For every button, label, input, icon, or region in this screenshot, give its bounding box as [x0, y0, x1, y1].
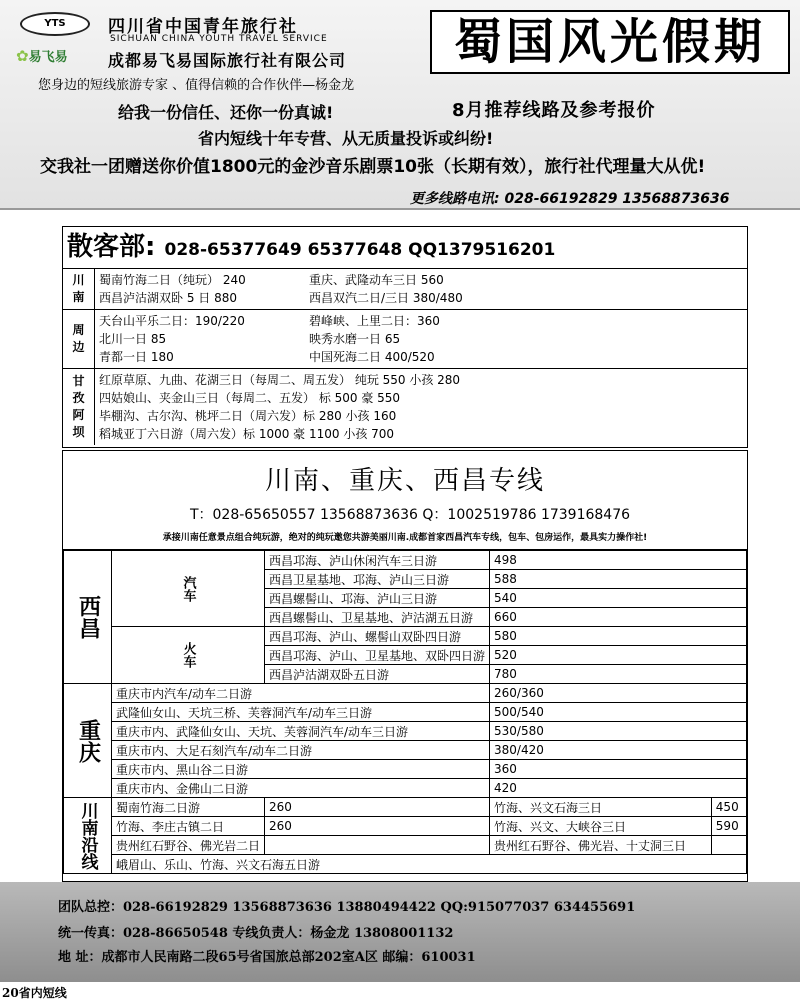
- sanke-line: [99, 389, 743, 407]
- sanke-route: 重庆、武隆动车三日 560: [309, 273, 444, 287]
- slogan-trust: 给我一份信任、还你一份真诚!: [118, 103, 334, 122]
- chuannan-row: [64, 836, 747, 855]
- august-heading: 8月推荐线路及参考报价: [452, 100, 656, 121]
- route-name: 西昌螺髻山、卫星基地、泸沽湖五日游: [265, 608, 490, 627]
- chuannan-row: [64, 798, 747, 817]
- sanke-route: 毕棚沟、古尔沟、桃坪二日（周六发）标 280 小孩 160: [99, 409, 397, 423]
- route-name: 西昌邛海、泸山休闲汽车三日游: [265, 551, 490, 570]
- route-price: 498: [490, 551, 747, 570]
- sanke-line: [99, 330, 743, 348]
- slogan-promotion: 交我社一团赠送你价值1800元的金沙音乐剧票10张（长期有效），旅行社代理量大从优!: [40, 157, 706, 177]
- sanke-line: [99, 289, 743, 307]
- sanke-route: 四姑娘山、夹金山三日（每周二、五发） 标 500 豪 550: [99, 391, 401, 405]
- sanke-group: [63, 310, 747, 369]
- slogan-ten-years: 省内短线十年专营、从无质量投诉或纠纷!: [198, 129, 494, 148]
- chongqing-row: [64, 722, 747, 741]
- sanke-group: [63, 269, 747, 310]
- cyts-logo: YTS: [20, 12, 90, 36]
- more-phones: 更多线路电讯: 028-66192829 13568873636: [410, 191, 730, 207]
- region-char: 坝: [72, 425, 85, 439]
- xichang-row: [64, 627, 747, 646]
- sanke-route: 映秀水磨一日 65: [309, 332, 401, 346]
- route-name: 西昌螺髻山、邛海、泸山三日游: [265, 589, 490, 608]
- region-char: 边: [72, 340, 85, 354]
- route-price: 588: [490, 570, 747, 589]
- sanke-items: [95, 369, 747, 445]
- route-name: 西昌邛海、泸山、螺髻山双卧四日游: [265, 627, 490, 646]
- agency-cn-name: 四川省中国青年旅行社: [108, 17, 298, 37]
- sanke-header: [63, 227, 747, 269]
- route-price: [711, 836, 746, 855]
- route-name: 重庆市内汽车/动车二日游: [112, 684, 490, 703]
- sanke-route: 天台山平乐二日：190/220: [99, 314, 245, 328]
- sanke-route: 西昌双汽二日/三日 380/480: [309, 291, 463, 305]
- route-price: 500/540: [490, 703, 747, 722]
- page-caption: 20省内短线: [2, 986, 67, 1000]
- route-name: 贵州红石野谷、佛光岩二日: [112, 836, 265, 855]
- sanke-line: [99, 425, 743, 443]
- sanke-region: [63, 310, 95, 368]
- route-price: 260/360: [490, 684, 747, 703]
- region-chongqing: 重庆: [64, 684, 112, 798]
- region-char: 周: [72, 323, 85, 337]
- region-xichang: 西昌: [64, 551, 112, 684]
- slogan-expert: 您身边的短线旅游专家 、值得信赖的合作伙伴—杨金龙: [38, 78, 355, 93]
- sanke-items: [95, 269, 747, 309]
- chongqing-row: [64, 703, 747, 722]
- footer-fax: 统一传真：028-86650548 专线负责人：杨金龙 13808001132: [58, 926, 454, 941]
- route-price: 660: [490, 608, 747, 627]
- sanke-region: [63, 369, 95, 445]
- region-char: 阿: [72, 408, 85, 422]
- chuannan-row: [64, 817, 747, 836]
- route-name: 竹海、兴文石海三日: [490, 798, 712, 817]
- route-name: 重庆市内、武隆仙女山、天坑、芙蓉洞汽车/动车三日游: [112, 722, 490, 741]
- route-price: 530/580: [490, 722, 747, 741]
- route-name: 竹海、李庄古镇二日: [112, 817, 265, 836]
- sanke-items: [95, 310, 747, 368]
- yifeiyi-logo: ✿易飞易: [16, 47, 68, 65]
- chongqing-row: [64, 741, 747, 760]
- region-chuannan: 川南沿线: [64, 798, 112, 874]
- route-price: 420: [490, 779, 747, 798]
- sanke-route: 西昌泸沽湖双卧 5 日 880: [99, 291, 237, 305]
- route-name: 重庆市内、黑山谷二日游: [112, 760, 490, 779]
- route-name: 武隆仙女山、天坑三桥、芙蓉洞汽车/动车三日游: [112, 703, 490, 722]
- routes-table: [63, 550, 747, 874]
- region-char: 孜: [72, 391, 85, 405]
- route-name: 西昌泸沽湖双卧五日游: [265, 665, 490, 684]
- special-lines-section: [62, 450, 748, 882]
- xichang-row: [64, 551, 747, 570]
- sub-car: 汽车: [112, 551, 265, 627]
- special-note: 承接川南任意景点组合纯玩游，绝对的纯玩邀您共游美丽川南.成都首家西昌汽车专线，包车、包房运作，最具实力操作社!: [63, 527, 747, 550]
- route-name: 峨眉山、乐山、竹海、兴文石海五日游: [112, 855, 747, 874]
- region-char: 川: [72, 273, 85, 287]
- sanke-region: [63, 269, 95, 309]
- footer-address: 地 址：成都市人民南路二段65号省国旅总部202室A区 邮编：610031: [58, 950, 476, 965]
- sanke-route: 红原草原、九曲、花湖三日（每周二、周五发） 纯玩 550 小孩 280: [99, 373, 461, 387]
- chongqing-row: [64, 779, 747, 798]
- route-price: 780: [490, 665, 747, 684]
- route-price: 260: [265, 798, 490, 817]
- route-price: 380/420: [490, 741, 747, 760]
- route-price: 260: [265, 817, 490, 836]
- region-char: 南: [72, 290, 85, 304]
- sanke-route: 中国死海二日 400/520: [309, 350, 435, 364]
- chuannan-row: [64, 855, 747, 874]
- sanke-route: 稻城亚丁六日游（周六发）标 1000 豪 1100 小孩 700: [99, 427, 395, 441]
- sanke-contacts: 028-65377649 65377648 QQ1379516201: [164, 240, 556, 260]
- route-price: 540: [490, 589, 747, 608]
- route-name: 贵州红石野谷、佛光岩、十丈洞三日: [490, 836, 712, 855]
- sanke-route: 碧峰峡、上里二日：360: [309, 314, 440, 328]
- leaf-icon: ✿: [16, 47, 29, 65]
- header: [0, 0, 800, 210]
- route-price: 590: [711, 817, 746, 836]
- sanke-groups: [63, 269, 747, 445]
- chongqing-row: [64, 760, 747, 779]
- brand-title: 蜀国风光假期: [430, 10, 790, 74]
- company-name: 成都易飞易国际旅行社有限公司: [108, 51, 347, 70]
- footer: [0, 882, 800, 982]
- route-name: 重庆市内、大足石刻汽车/动车二日游: [112, 741, 490, 760]
- route-name: 重庆市内、金佛山二日游: [112, 779, 490, 798]
- sanke-line: [99, 407, 743, 425]
- agency-en-name: SICHUAN CHINA YOUTH TRAVEL SERVICE: [110, 34, 328, 44]
- chongqing-row: [64, 684, 747, 703]
- region-char: 甘: [72, 374, 85, 388]
- sanke-group: [63, 369, 747, 445]
- sanke-route: 北川一日 85: [99, 332, 167, 346]
- route-name: 西昌卫星基地、邛海、泸山三日游: [265, 570, 490, 589]
- sanke-line: [99, 348, 743, 366]
- route-price: 450: [711, 798, 746, 817]
- sanke-route: 蜀南竹海二日（纯玩） 240: [99, 273, 246, 287]
- route-name: 竹海、兴文、大峡谷三日: [490, 817, 712, 836]
- footer-team-control: 团队总控：028-66192829 13568873636 13880494422 QQ:915077037 634455691: [58, 900, 636, 915]
- special-contact: T：028-65650557 13568873636 Q：1002519786 1739168476: [189, 507, 631, 523]
- sanke-route: 青都一日 180: [99, 350, 174, 364]
- sanke-section: [62, 226, 748, 448]
- route-price: 520: [490, 646, 747, 665]
- route-price: [265, 836, 490, 855]
- route-name: 蜀南竹海二日游: [112, 798, 265, 817]
- sub-train: 火车: [112, 627, 265, 684]
- route-name: 西昌邛海、泸山、卫星基地、双卧四日游: [265, 646, 490, 665]
- sanke-line: [99, 371, 743, 389]
- sanke-line: [99, 312, 743, 330]
- route-price: 360: [490, 760, 747, 779]
- special-title: 川南、重庆、西昌专线: [264, 466, 545, 496]
- route-price: 580: [490, 627, 747, 646]
- sanke-title: 散客部:: [67, 232, 156, 262]
- sanke-line: [99, 271, 743, 289]
